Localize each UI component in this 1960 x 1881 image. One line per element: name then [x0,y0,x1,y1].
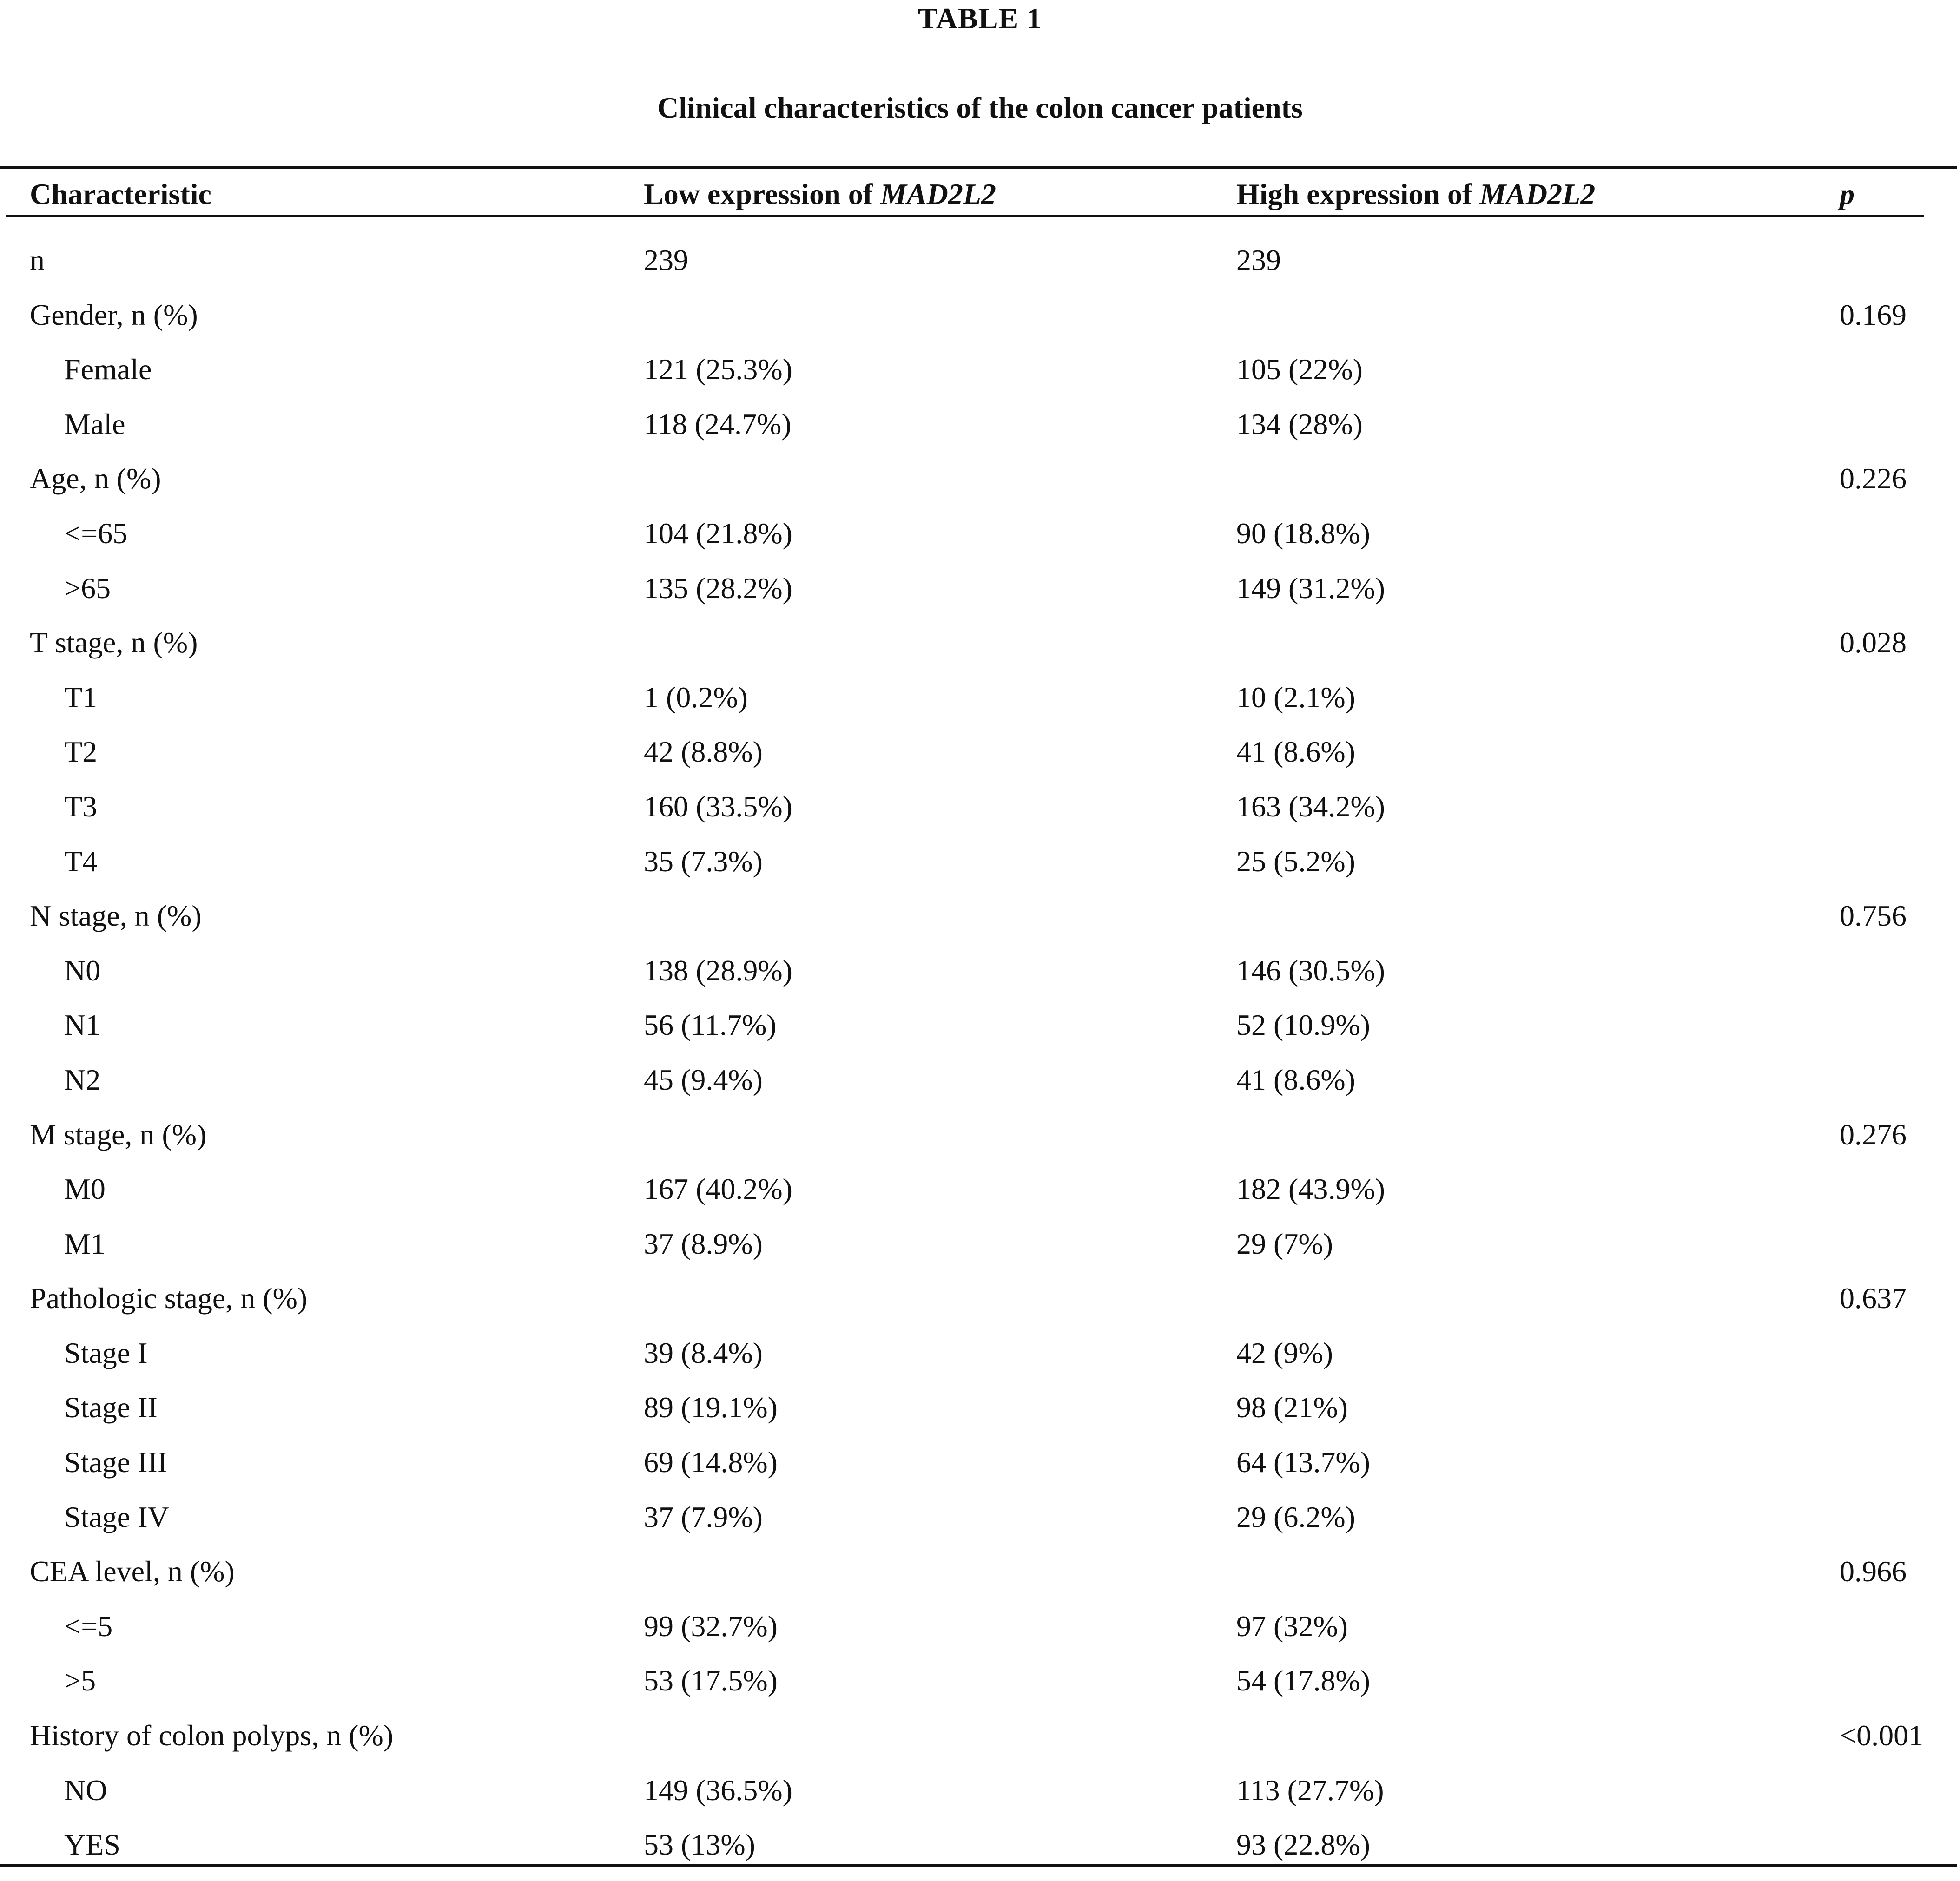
row-low-value: 69 (14.8%) [644,1446,778,1479]
row-label: Pathologic stage, n (%) [30,1282,308,1315]
row-low-value: 45 (9.4%) [644,1063,763,1096]
row-high-value: 182 (43.9%) [1236,1172,1385,1206]
row-low-value: 35 (7.3%) [644,844,763,878]
row-low-value: 160 (33.5%) [644,789,792,823]
row-low-value: 104 (21.8%) [644,516,792,550]
table-row [0,242,1960,296]
row-label: n [30,243,45,276]
table-subrow [0,679,1960,734]
table-subrow [0,733,1960,788]
table-row [0,296,1960,351]
row-high-value: 97 (32%) [1236,1609,1348,1643]
row-high-value: 41 (8.6%) [1236,735,1355,769]
row-high-value: 134 (28%) [1236,407,1363,441]
table-subrow [0,570,1960,625]
row-low-value: 89 (19.1%) [644,1391,778,1424]
header-p-value: p [1840,178,1854,210]
row-label: N1 [64,1008,101,1042]
row-high-value: 52 (10.9%) [1236,1008,1370,1042]
table-subrow [0,1444,1960,1499]
row-label: T2 [64,735,98,769]
row-low-value: 121 (25.3%) [644,353,792,386]
header-rule [6,215,1924,217]
row-label: Age, n (%) [30,462,161,495]
row-label: N stage, n (%) [30,899,202,933]
row-high-value: 149 (31.2%) [1236,571,1385,605]
row-low-value: 149 (36.5%) [644,1773,792,1807]
row-low-value: 135 (28.2%) [644,571,792,605]
row-low-value: 167 (40.2%) [644,1172,792,1206]
table-subrow [0,788,1960,843]
table-subrow [0,1006,1960,1061]
row-low-value: 118 (24.7%) [644,407,792,441]
row-label: Stage III [64,1446,168,1479]
row-label: Gender, n (%) [30,298,198,331]
row-low-value: 37 (7.9%) [644,1500,763,1533]
row-high-value: 29 (6.2%) [1236,1500,1355,1533]
table-subrow [0,1772,1960,1827]
row-low-value: 99 (32.7%) [644,1609,778,1643]
row-label: YES [64,1828,120,1861]
table-caption: Clinical characteristics of the colon cancer patients [657,91,1303,124]
row-high-value: 239 [1236,243,1281,276]
row-label: Stage IV [64,1500,169,1533]
row-label: M0 [64,1172,106,1206]
row-label: >65 [64,571,111,605]
row-label: T4 [64,844,98,878]
table-subrow [0,1225,1960,1280]
row-p-value: 0.028 [1840,626,1907,659]
table-subrow [0,1335,1960,1389]
table-subrow [0,1608,1960,1663]
row-label: <=5 [64,1609,113,1643]
table-subrow [0,952,1960,1007]
row-label: Stage II [64,1391,158,1424]
table-number: TABLE 1 [917,2,1043,35]
top-rule [0,166,1957,169]
row-low-value: 239 [644,243,688,276]
row-high-value: 42 (9%) [1236,1336,1333,1369]
row-label: Stage I [64,1336,148,1369]
table-row [0,1280,1960,1335]
table-row [0,460,1960,515]
table-subrow [0,1662,1960,1717]
row-p-value: 0.966 [1840,1555,1907,1588]
table-body [0,242,1960,1881]
row-p-value: 0.226 [1840,462,1907,495]
table-row [0,1553,1960,1608]
header-high-expression [1236,176,1595,213]
row-high-value: 146 (30.5%) [1236,954,1385,987]
row-label: N0 [64,954,101,987]
header-low-prefix: Low expression of [644,178,881,210]
row-label: N2 [64,1063,101,1096]
table-row [0,624,1960,679]
row-high-value: 105 (22%) [1236,353,1363,386]
row-p-value: 0.637 [1840,1282,1907,1315]
row-low-value: 53 (17.5%) [644,1664,778,1697]
row-label: Female [64,353,152,386]
row-high-value: 29 (7%) [1236,1227,1333,1260]
table-subrow [0,1499,1960,1553]
header-low-expression [644,176,996,213]
row-p-value: 0.276 [1840,1118,1907,1151]
row-label: History of colon polyps, n (%) [30,1719,394,1752]
row-label: T stage, n (%) [30,626,198,659]
row-low-value: 42 (8.8%) [644,735,763,769]
row-label: <=65 [64,516,128,550]
row-p-value: 0.169 [1840,298,1907,331]
row-p-value: 0.756 [1840,899,1907,933]
row-low-value: 53 (13%) [644,1828,755,1861]
table-subrow [0,843,1960,898]
table-subrow [0,1171,1960,1225]
row-high-value: 10 (2.1%) [1236,680,1355,714]
row-high-value: 90 (18.8%) [1236,516,1370,550]
table-subrow [0,515,1960,570]
row-low-value: 39 (8.4%) [644,1336,763,1369]
header-low-gene: MAD2L2 [880,178,996,210]
row-label: M stage, n (%) [30,1118,207,1151]
header-characteristic: Characteristic [30,178,211,210]
row-label: >5 [64,1664,96,1697]
row-high-value: 25 (5.2%) [1236,844,1355,878]
table-subrow [0,351,1960,406]
table-row [0,1116,1960,1171]
row-label: Male [64,407,125,441]
row-label: NO [64,1773,107,1807]
header-high-gene: MAD2L2 [1479,178,1596,210]
row-p-value: <0.001 [1840,1719,1924,1752]
row-label: CEA level, n (%) [30,1555,235,1588]
table-subrow [0,1826,1960,1881]
row-low-value: 37 (8.9%) [644,1227,763,1260]
row-high-value: 163 (34.2%) [1236,789,1385,823]
row-high-value: 93 (22.8%) [1236,1828,1370,1861]
row-high-value: 41 (8.6%) [1236,1063,1355,1096]
row-label: T1 [64,680,98,714]
bottom-rule [0,1864,1957,1867]
row-low-value: 1 (0.2%) [644,680,748,714]
table-row [0,1717,1960,1772]
row-label: T3 [64,789,98,823]
row-high-value: 54 (17.8%) [1236,1664,1370,1697]
row-label: M1 [64,1227,106,1260]
table-subrow [0,406,1960,460]
row-low-value: 138 (28.9%) [644,954,792,987]
row-low-value: 56 (11.7%) [644,1008,777,1042]
row-high-value: 113 (27.7%) [1236,1773,1384,1807]
table-row [0,897,1960,952]
header-high-prefix: High expression of [1236,178,1480,210]
row-high-value: 98 (21%) [1236,1391,1348,1424]
table-header-row [0,176,1960,213]
table-subrow [0,1061,1960,1116]
table-subrow [0,1389,1960,1444]
row-high-value: 64 (13.7%) [1236,1446,1370,1479]
